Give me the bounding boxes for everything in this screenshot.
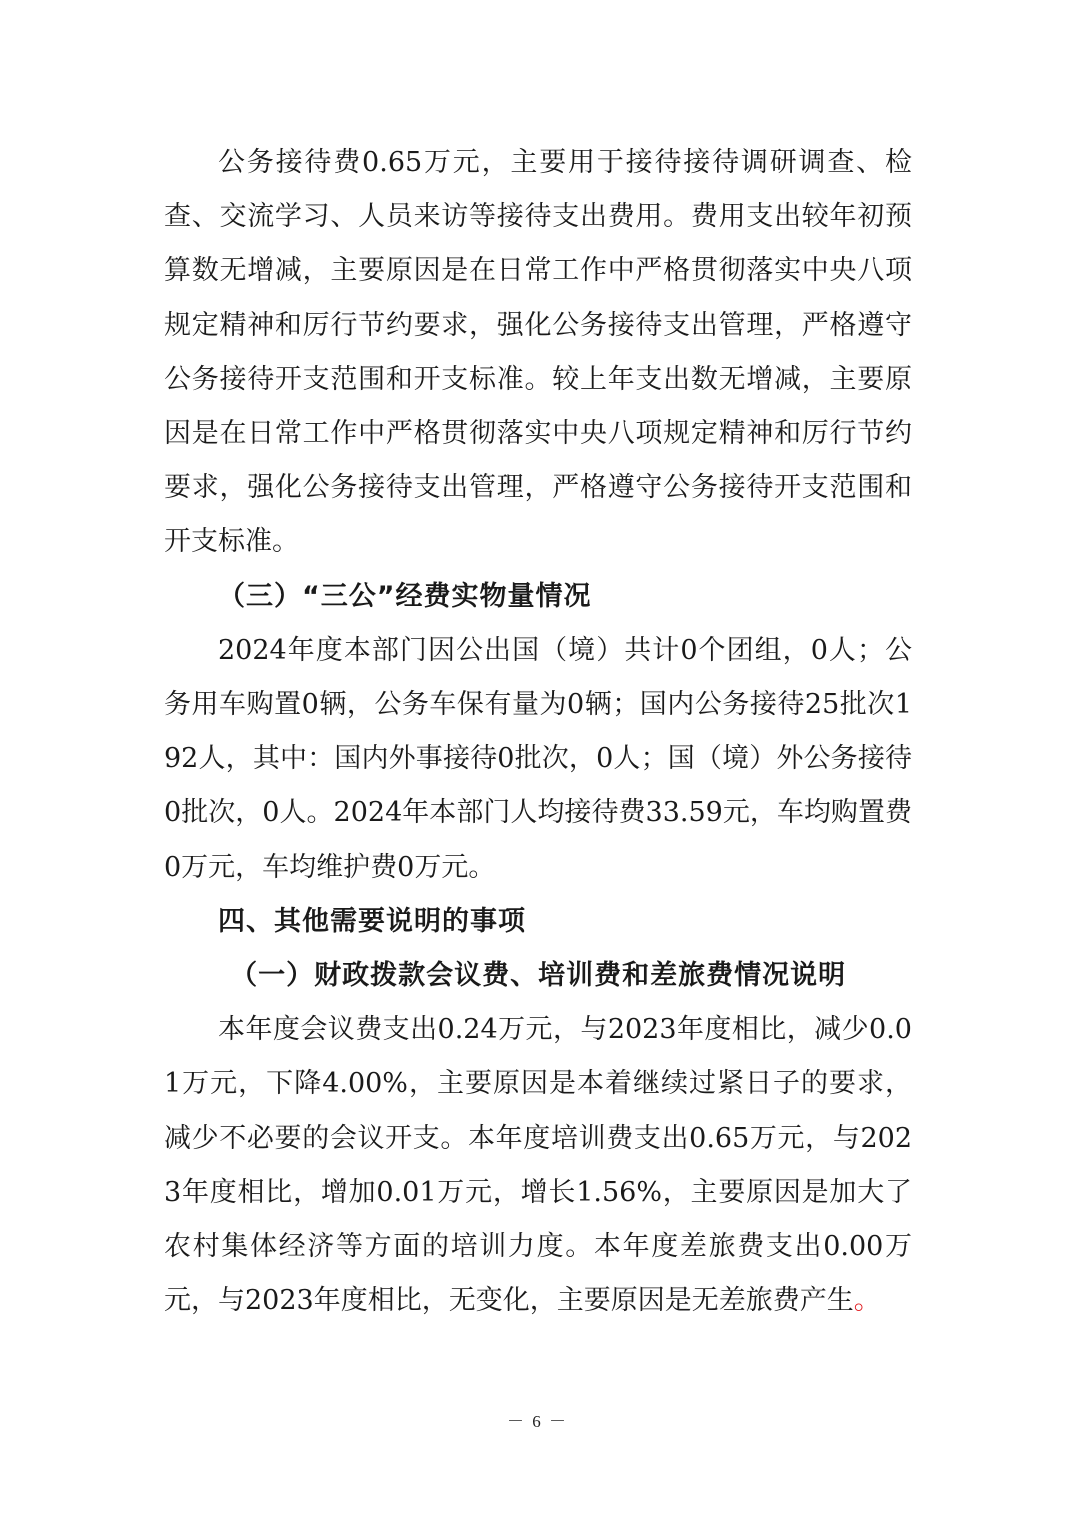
physical-quantity-paragraph: 2024年度本部门因公出国（境）共计0个团组，0人；公务用车购置0辆，公务车保有量为0辆；国内公务接待25批次192人，其中：国内外事接待0批次，0人；国（境）外公务接待0批次，0人。2024年本部门人均接待费33.59元，车均购置费0万元，车均维护费0万元。	[164, 634, 912, 883]
meeting-training-travel-text: 本年度会议费支出0.24万元，与2023年度相比，减少0.01万元，下降4.00%，主要原因是本着继续过紧日子的要求，减少不必要的会议开支。本年度培训费支出0.65万元，与2023年度相比，增加0.01万元，增长1.56%，主要原因是加大了农村集体经济等方面的培训力度。本年度差旅费支出0.00万元，与2023年度相比，无变化，主要原因是无差旅费产生	[164, 1014, 912, 1317]
final-period-mark: 。	[853, 1285, 881, 1317]
page-number: － 6 －	[507, 1412, 568, 1431]
reception-fee-paragraph: 公务接待费0.65万元，主要用于接待接待调研调查、检查、交流学习、人员来访等接待支出费用。费用支出较年初预算数无增减，主要原因是在日常工作中严格贯彻落实中央八项规定精神和厉行节约要求，强化公务接待支出管理，严格遵守公务接待开支范围和开支标准。较上年支出数无增减，主要原因是在日常工作中严格贯彻落实中央八项规定精神和厉行节约要求，强化公务接待支出管理，严格遵守公务接待开支范围和开支标准。	[164, 147, 912, 558]
document-body	[164, 136, 912, 1328]
three-public-quantity-heading: （三）“三公”经费实物量情况	[218, 580, 592, 612]
section-four-heading: 四、其他需要说明的事项	[218, 905, 526, 937]
meeting-training-travel-paragraph	[164, 1003, 912, 1328]
fiscal-meeting-training-heading: （一）财政拨款会议费、培训费和差旅费情况说明	[230, 960, 847, 992]
